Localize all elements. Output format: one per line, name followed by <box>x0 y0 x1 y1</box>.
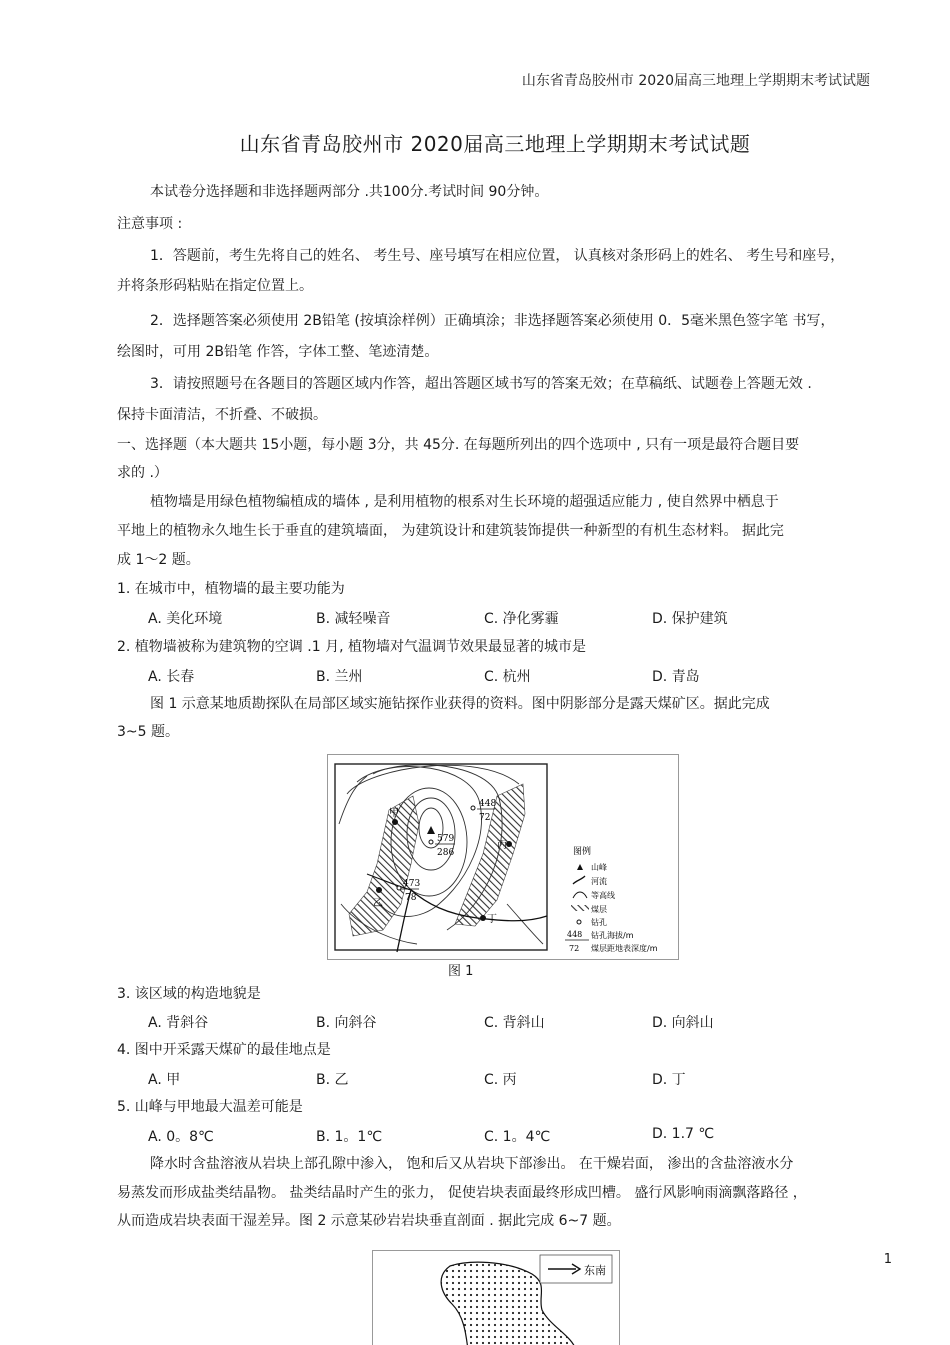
q1-option-a: A. 美化环境 <box>148 611 223 627</box>
q2-option-c: C. 杭州 <box>484 669 531 685</box>
note-2-line-2: 绘图时，可用 2B铅笔 作答，字体工整、笔迹清楚。 <box>117 344 439 360</box>
note-1-line-1: 1．答题前，考生先将自己的姓名、 考生号、座号填写在相应位置， 认真核对条形码上的姓名、 考生号和座号， <box>150 248 845 264</box>
legend-item-borehole: 钻孔 <box>591 918 607 927</box>
passage1-line-3: 成 1～2 题。 <box>117 552 200 568</box>
q4-option-d: D. 丁 <box>652 1072 686 1088</box>
borehole-3-depth: 78 <box>405 893 417 903</box>
legend-item-coal: 煤层 <box>591 905 607 914</box>
legend-item-peak: 山峰 <box>591 863 607 872</box>
point-ding-icon <box>480 915 486 921</box>
legend-coal-icon <box>571 905 589 911</box>
borehole-2-depth: 286 <box>437 848 455 858</box>
q4-option-c: C. 丙 <box>484 1072 517 1088</box>
borehole-1-elev: 448 <box>479 799 497 809</box>
figure-1-caption: 图 1 <box>448 964 474 979</box>
borehole-icon <box>397 886 401 890</box>
q5-option-c: C. 1。4℃ <box>484 1129 551 1145</box>
note-1-line-2: 并将条形码粘贴在指定位置上。 <box>117 278 313 294</box>
legend-item-depth: 煤层距地表深度/m <box>591 944 658 953</box>
q3-option-d: D. 向斜山 <box>652 1015 714 1031</box>
passage2-line-1: 图 1 示意某地质勘探队在局部区域实施钻探作业获得的资料。图中阴影部分是露天煤矿区。据此完成 <box>150 696 770 712</box>
question-1-stem: 1. 在城市中，植物墙的最主要功能为 <box>117 581 345 597</box>
question-2-stem: 2. 植物墙被称为建筑物的空调 .1 月, 植物墙对气温调节效果最显著的城市是 <box>117 639 586 655</box>
figure-2-rock-section <box>372 1250 620 1345</box>
q5-option-b: B. 1。1℃ <box>316 1129 383 1145</box>
figure-1-map <box>327 754 679 960</box>
page-header: 山东省青岛胶州市 2020届高三地理上学期期末考试试题 <box>521 73 870 89</box>
borehole-3-elev: 473 <box>403 879 421 889</box>
note-3-line-2: 保持卡面清洁，不折叠、不破损。 <box>117 407 327 423</box>
question-5-stem: 5. 山峰与甲地最大温差可能是 <box>117 1099 303 1115</box>
q1-option-b: B. 减轻噪音 <box>316 611 391 627</box>
q3-option-c: C. 背斜山 <box>484 1015 545 1031</box>
page-number: 1 <box>883 1252 892 1267</box>
note-2-line-1: 2．选择题答案必须使用 2B铅笔 (按填涂样例）正确填涂；非选择题答案必须使用 0．5毫米黑色签字笔 书写， <box>150 313 835 329</box>
borehole-icon <box>429 840 433 844</box>
q2-option-d: D. 青岛 <box>652 669 700 685</box>
exam-title: 山东省青岛胶州市 2020届高三地理上学期期末考试试题 <box>239 132 751 156</box>
note-3-line-1: 3．请按照题号在各题目的答题区域内作答，超出答题区域书写的答案无效；在草稿纸、试题卷上答题无效 . <box>150 376 812 392</box>
point-yi-icon <box>376 887 382 893</box>
legend-item-contour: 等高线 <box>591 891 615 900</box>
q5-option-d: D. 1.7 ℃ <box>652 1126 715 1142</box>
passage3-line-2: 易蒸发而形成盐类结晶物。 盐类结晶时产生的张力， 促使岩块表面最终形成凹槽。 盛行风影响雨滴飘落路径 ， <box>117 1185 807 1201</box>
label-ding: 丁 <box>487 914 497 925</box>
q3-option-b: B. 向斜谷 <box>316 1015 377 1031</box>
section-heading-line-1: 一、选择题（本大题共 15小题，每小题 3分，共 45分. 在每题所列出的四个选项中 , 只有一项是最符合题目要 <box>117 437 800 453</box>
notes-title: 注意事项 : <box>117 216 183 232</box>
q5-option-a: A. 0。8℃ <box>148 1129 214 1145</box>
q4-option-b: B. 乙 <box>316 1072 349 1088</box>
passage2-line-2: 3~5 题。 <box>117 724 179 740</box>
intro-text: 本试卷分选择题和非选择题两部分 .共100分.考试时间 90分钟。 <box>150 184 549 200</box>
passage3-line-3: 从而造成岩块表面干湿差异。图 2 示意某砂岩岩块垂直剖面 . 据此完成 6~7 题。 <box>117 1213 621 1229</box>
q3-option-a: A. 背斜谷 <box>148 1015 209 1031</box>
passage1-line-1: 植物墙是用绿色植物编植成的墙体 , 是利用植物的根系对生长环境的超强适应能力 , 使自然界中栖息于 <box>150 494 779 510</box>
section-heading-line-2: 求的 .） <box>117 465 168 481</box>
legend-item-river: 河流 <box>591 877 607 886</box>
legend-title: 图例 <box>573 847 592 857</box>
legend-item-elev: 钻孔海拔/m <box>591 931 634 940</box>
borehole-2-elev: 579 <box>437 834 455 844</box>
q2-option-b: B. 兰州 <box>316 669 363 685</box>
label-jia: 甲 <box>389 808 399 819</box>
question-3-stem: 3. 该区域的构造地貌是 <box>117 986 261 1002</box>
borehole-icon <box>471 806 475 810</box>
q2-option-a: A. 长春 <box>148 669 195 685</box>
label-bing: 丙 <box>497 840 507 851</box>
borehole-1-depth: 72 <box>479 813 491 823</box>
q4-option-a: A. 甲 <box>148 1072 181 1088</box>
question-4-stem: 4. 图中开采露天煤矿的最佳地点是 <box>117 1042 331 1058</box>
legend-sample-elev: 448 <box>567 930 583 939</box>
passage1-line-2: 平地上的植物永久地生长于垂直的建筑墙面， 为建筑设计和建筑装饰提供一种新型的有机生态材料。 据此完 <box>117 523 784 539</box>
label-yi: 乙 <box>373 898 383 909</box>
legend-borehole-icon <box>577 920 581 924</box>
direction-label: 东南 <box>584 1264 606 1277</box>
point-jia-icon <box>392 819 398 825</box>
q1-option-d: D. 保护建筑 <box>652 611 728 627</box>
q1-option-c: C. 净化雾霾 <box>484 611 559 627</box>
passage3-line-1: 降水时含盐溶液从岩块上部孔隙中渗入， 饱和后又从岩块下部渗出。 在干燥岩面， 渗出的含盐溶液水分 <box>150 1156 794 1172</box>
legend-sample-depth: 72 <box>569 944 580 953</box>
